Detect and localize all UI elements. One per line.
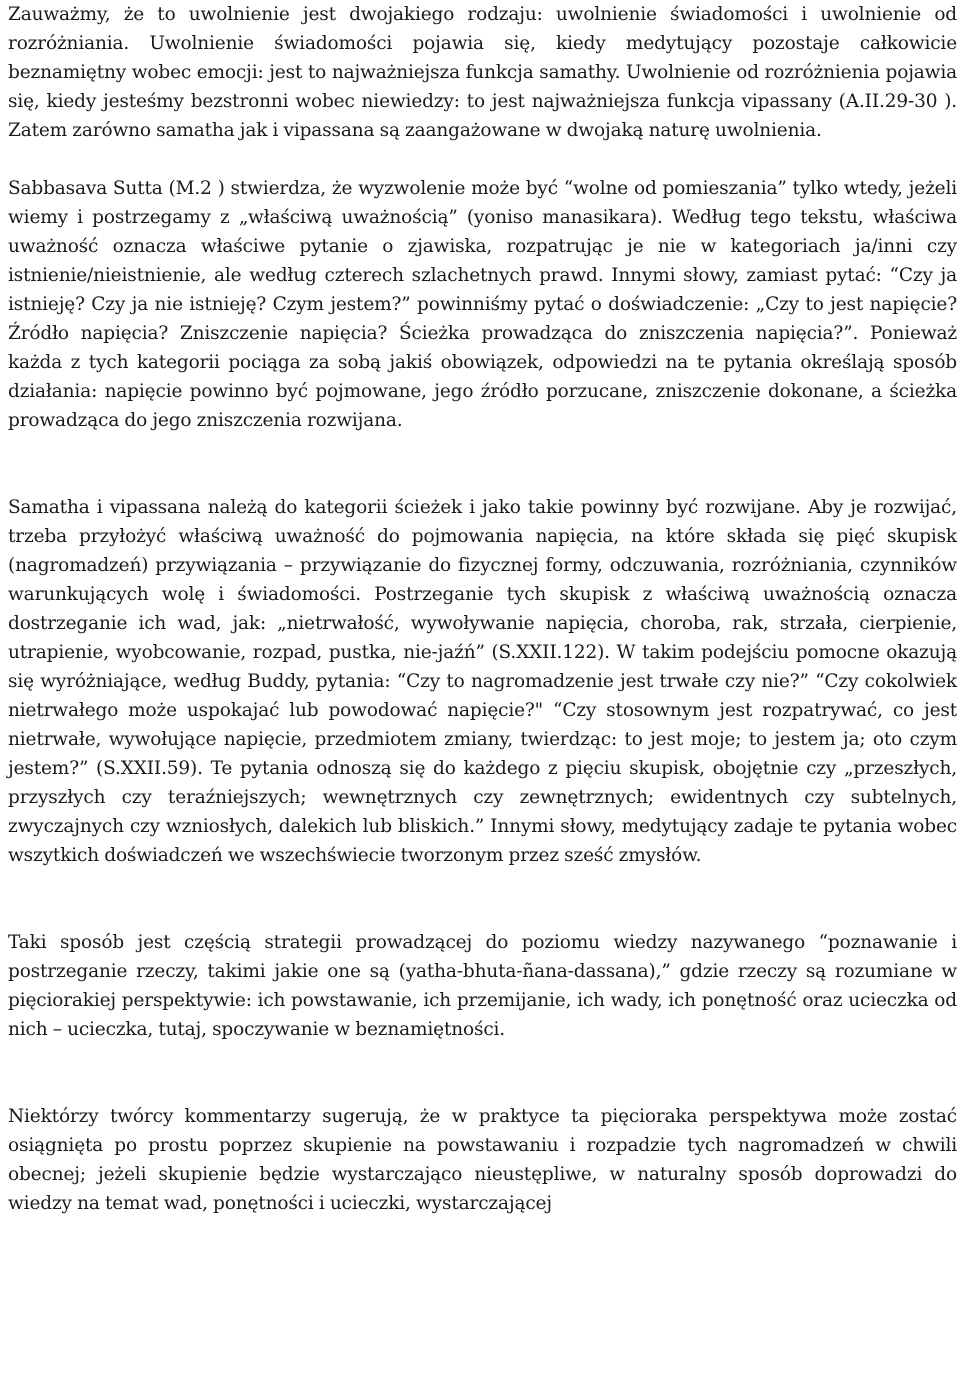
paragraph-samatha-vipassana-development: Samatha i vipassana należą do kategorii ścieżek i jako takie powinny być rozwijane. Aby je rozwijać, trzeba przyłożyć właściwą uważność do pojmowania napięcia, na które składa się pięć skupisk (nagromadzeń) przywiązania – przywiązanie do fizycznej formy, odczuwania, rozróżniania, czynników warunkujących wolę i świadomości. Postrzeganie tych skupisk z właściwą uważnością oznacza dostrzeganie ich wad, jak: „nietrwałość, wywoływanie napięcia, choroba, rak, strzała, cierpienie, utrapienie, wyobcowanie, rozpad, pustka, nie-jaźń” (S.XXII.122). W takim podejściu pomocne okazują się wyróżniające, według Buddy, pytania: “Czy to nagromadzenie jest trwałe czy nie?” “Czy cokolwiek nietrwałego może uspokajać lub powodować napięcie?" “Czy stosownym jest rozpatrywać, co jest nietrwałe, wywołujące napięcie, przedmiotem zmiany, twierdząc: to jest moje; to jestem ja; oto czym jestem?” (S.XXII.59). Te pytania odnoszą się do każdego z pięciu skupisk, obojętnie czy „przeszłych, przyszłych czy teraźniejszych; wewnętrznych czy zewnętrznych; ewidentnych czy subtelnych, zwyczajnych czy wzniosłych, dalekich lub bliskich.” Innymi słowy, medytujący zadaje te pytania wobec wszytkich doświadczeń we wszechświecie tworzonym przez sześć zmysłów. bbox=[8, 497, 957, 866]
paragraph-commentators: Niektórzy twórcy kommentarzy sugerują, że w praktyce ta pięciorakа perspektywa może zostać osiągnięta po prostu poprzez skupienie na powstawaniu i rozpadzie tych nagromadzeń w chwili obecnej; jeżeli skupienie będzie wystarczająco nieustępliwe, w naturalny sposób doprowadzi do wiedzy na temat wad, ponętności i ucieczki, wystarczającej bbox=[8, 1106, 957, 1214]
paragraph-release-types: Zauważmy, że to uwolnienie jest dwojakiego rodzaju: uwolnienie świadomości i uwolnienie od rozróżniania. Uwolnienie świadomości pojawia się, kiedy medytujący pozostaje całkowicie beznamiętny wobec emocji: jest to najważniejsza funkcja samathy. Uwolnienie od rozróżnienia pojawia się, kiedy jesteśmy bezstronni wobec niewiedzy: to jest najważniejsza funkcja vipassany (A.II.29-30 ). Zatem zarówno samatha jak i vipassana są zaangażowane w dwojaką naturę uwolnienia. bbox=[8, 4, 957, 141]
paragraph-knowledge-strategy: Taki sposób jest częścią strategii prowadzącej do poziomu wiedzy nazywanego “poznawanie i postrzeganie rzeczy, takimi jakie one są (yatha-bhuta-ñana-dassana),” gdzie rzeczy są rozumiane w pięciorakiej perspektywie: ich powstawanie, ich przemijanie, ich wady, ich ponętność oraz ucieczka od nich – ucieczka, tutaj, spoczywanie w beznamiętności. bbox=[8, 932, 957, 1040]
paragraph-sabbasava-sutta: Sabbasava Sutta (M.2 ) stwierdza, że wyzwolenie może być “wolne od pomieszania” tylko wtedy, jeżeli wiemy i postrzegamy z „właściwą uważnością” (yoniso manasikara). Według tego tekstu, właściwa uważność oznacza właściwe pytanie o zjawiska, rozpatrując je nie w kategoriach ja/inni czy istnienie/nieistnienie, ale według czterech szlachetnych prawd. Innymi słowy, zamiast pytać: “Czy ja istnieję? Czy ja nie istnieję? Czym jestem?” powinniśmy pytać o doświadczenie: „Czy to jest napięcie? Źródło napięcia? Zniszczenie napięcia? Ścieżka prowadząca do zniszczenia napięcia?”. Ponieważ każda z tych kategorii pociąga za sobą jakiś obowiązek, odpowiedzi na te pytania określają sposób działania: napięcie powinno być pojmowane, jego źródło porzucane, zniszczenie dokonane, a ścieżka prowadząca do jego zniszczenia rozwijana. bbox=[8, 178, 957, 431]
